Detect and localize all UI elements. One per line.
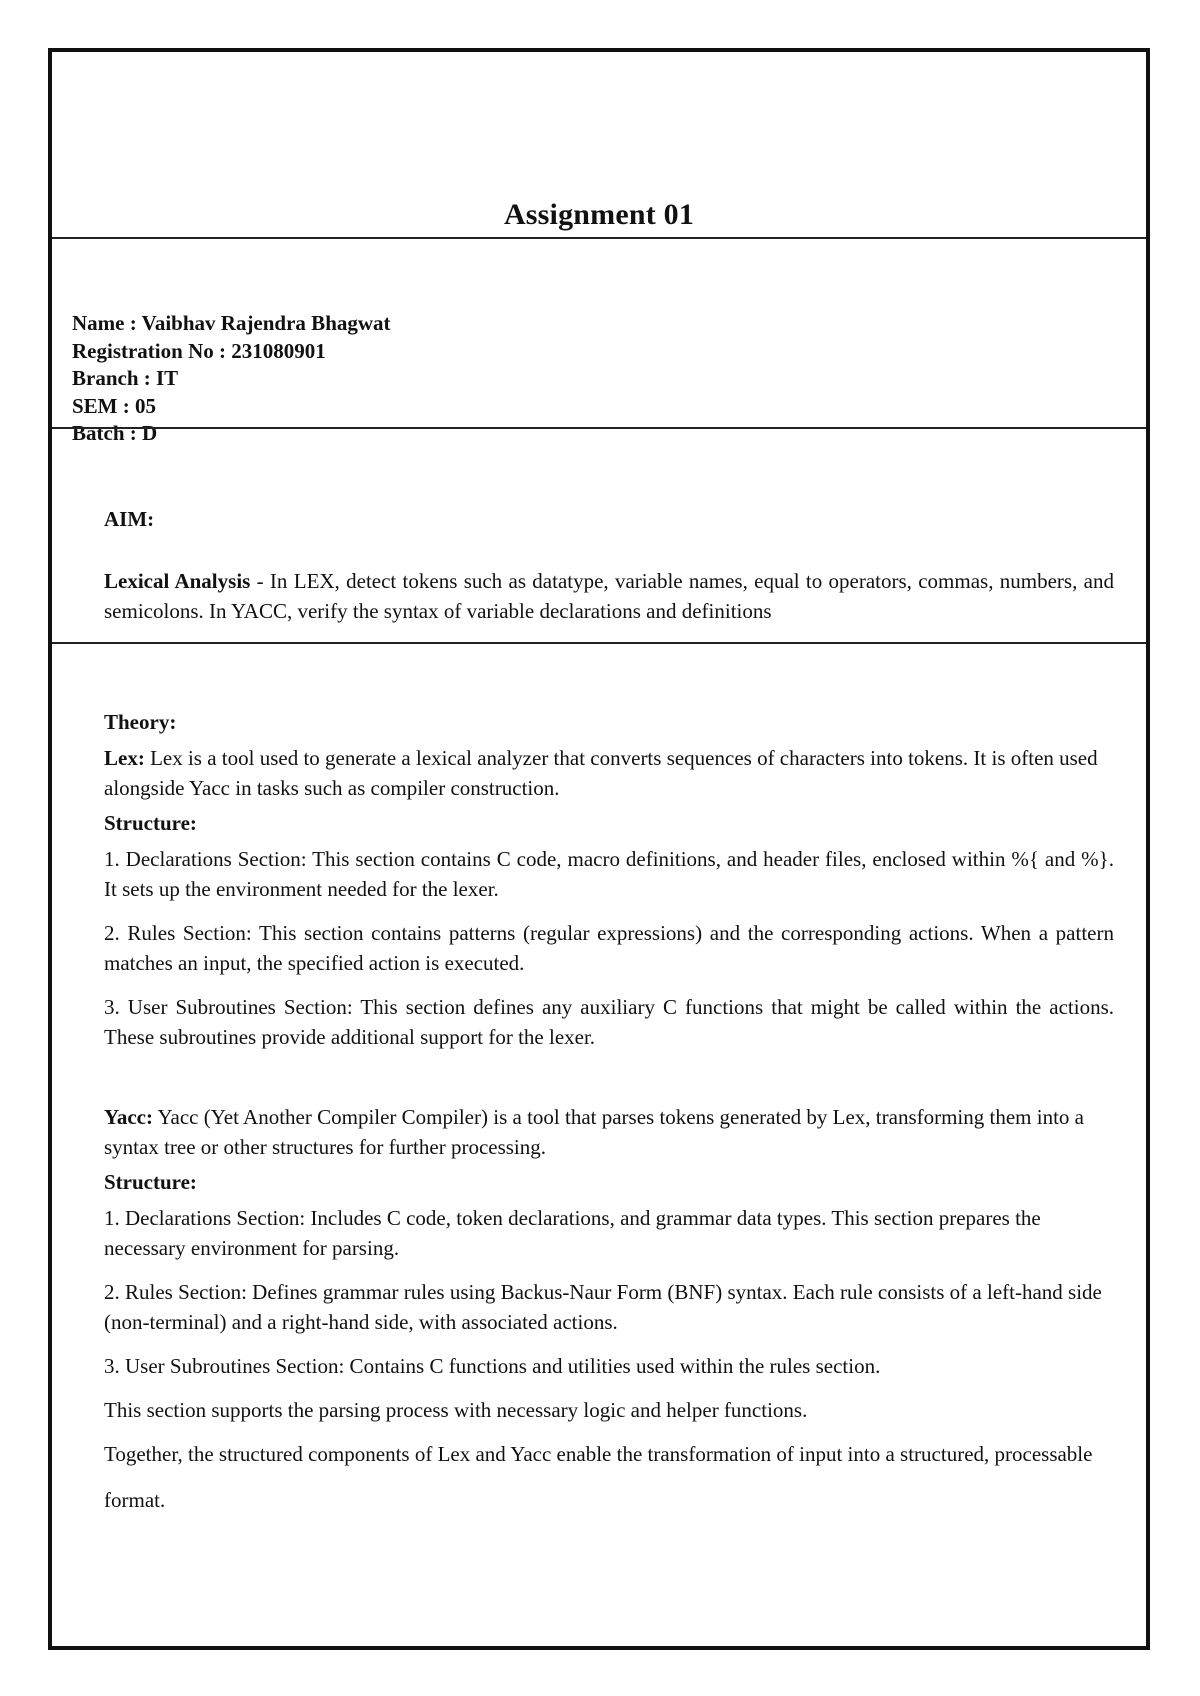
student-name: Name : Vaibhav Rajendra Bhagwat xyxy=(72,311,391,335)
lex-item-3: 3. User Subroutines Section: This section defines any auxiliary C functions that might be called within the actions. These subroutines provide additional support for the lexer. xyxy=(104,995,1114,1049)
aim-text xyxy=(104,567,1114,626)
yacc-paragraph xyxy=(104,1102,1114,1162)
student-branch: Branch : IT xyxy=(72,366,179,390)
document-frame xyxy=(48,48,1150,1650)
student-batch: Batch : D xyxy=(72,421,158,445)
theory-heading: Theory: xyxy=(104,710,177,734)
student-registration: Registration No : 231080901 xyxy=(72,338,326,363)
lex-item-2: 2. Rules Section: This section contains patterns (regular expressions) and the corresponding actions. When a pattern matches an input, the specified action is executed. xyxy=(104,921,1114,975)
student-sem: SEM : 05 xyxy=(72,393,156,418)
lex-text: Lex is a tool used to generate a lexical analyzer that converts sequences of characters into tokens. It is often used alongside Yacc in tasks such as compiler construction. xyxy=(104,746,1098,800)
yacc-label: Yacc: xyxy=(104,1105,153,1129)
aim-lead: Lexical Analysis xyxy=(104,569,251,593)
theory-section xyxy=(104,708,1114,1523)
yacc-item-4: This section supports the parsing process with necessary logic and helper functions. xyxy=(104,1398,808,1422)
divider-info xyxy=(52,427,1146,429)
page-title: Assignment 01 xyxy=(503,198,695,231)
divider-aim xyxy=(52,642,1146,644)
yacc-item-2: 2. Rules Section: Defines grammar rules using Backus-Naur Form (BNF) syntax. Each rule consists of a left-hand side (non-terminal) and a right-hand side, with associated actions. xyxy=(104,1280,1102,1334)
yacc-text: Yacc (Yet Another Compiler Compiler) is a tool that parses tokens generated by Lex, transforming them into a syntax tree or other structures for further processing. xyxy=(104,1105,1084,1159)
lex-paragraph xyxy=(104,743,1114,803)
yacc-structure-heading: Structure: xyxy=(104,1170,197,1194)
lex-label: Lex: xyxy=(104,746,145,770)
lex-item-1: 1. Declarations Section: This section contains C code, macro definitions, and header files, enclosed within %{ and %}. It sets up the environment needed for the lexer. xyxy=(104,847,1114,901)
aim-heading: AIM: xyxy=(104,507,155,531)
divider-title xyxy=(52,237,1146,239)
lex-structure-heading: Structure: xyxy=(104,811,197,835)
aim-body: - In LEX, detect tokens such as datatype, variable names, equal to operators, commas, numbers, and semicolons. In YACC, verify the syntax of variable declarations and definitions xyxy=(104,569,1114,623)
yacc-item-1: 1. Declarations Section: Includes C code, token declarations, and grammar data types. This section prepares the necessary environment for parsing. xyxy=(104,1206,1041,1260)
conclusion: Together, the structured components of Lex and Yacc enable the transformation of input into a structured, processable format. xyxy=(104,1442,1093,1512)
yacc-item-3: 3. User Subroutines Section: Contains C functions and utilities used within the rules section. xyxy=(104,1354,881,1378)
